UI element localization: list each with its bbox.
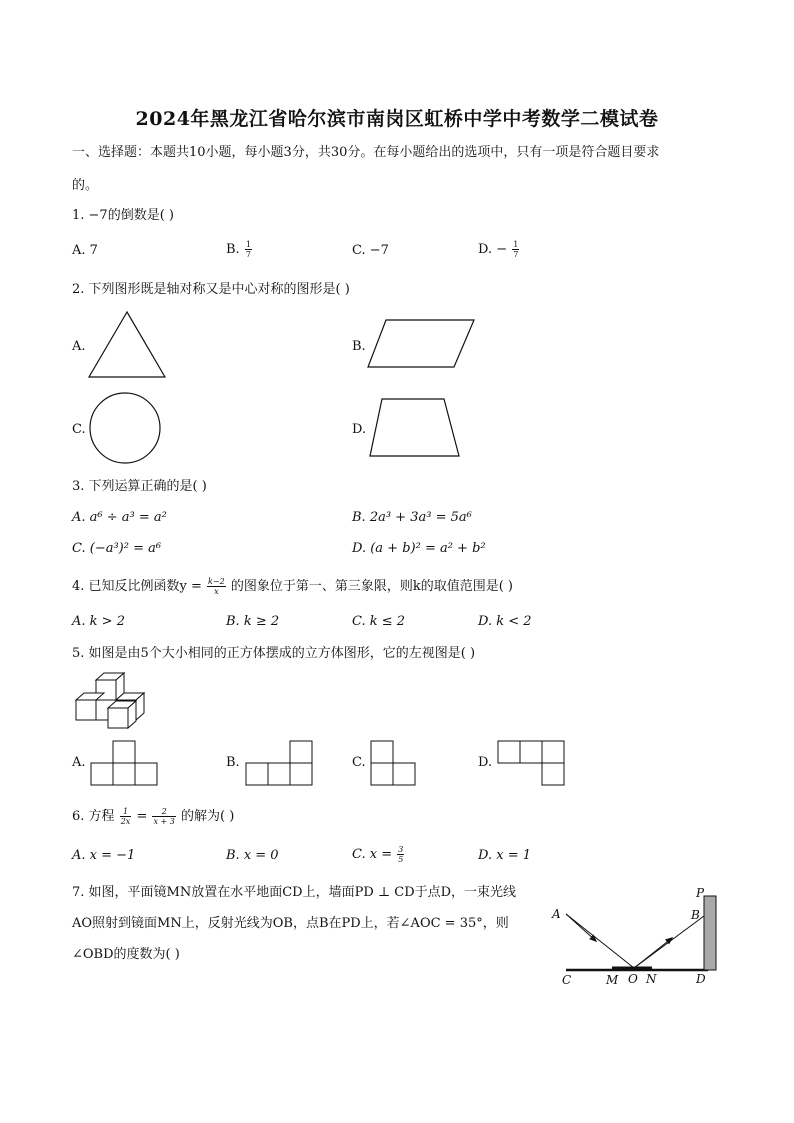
label-p: P (696, 886, 705, 900)
reflected-ray-ob (634, 916, 704, 968)
q3-option-c: C. (−a³)² = a⁶ (72, 541, 162, 556)
q6-stem-post: 的解为( ) (181, 809, 235, 824)
q4-denominator: x (214, 587, 219, 596)
q4-option-b: B. k ≥ 2 (226, 614, 280, 629)
q2-option-b: B. (352, 339, 366, 354)
q1-b-denominator: 7 (245, 250, 251, 259)
label-d: D (696, 972, 706, 986)
q5-option-b: B. (226, 755, 240, 770)
view-d-figure (497, 740, 567, 788)
q1-d-numerator: 1 (513, 240, 519, 249)
q4-fraction (207, 577, 226, 596)
label-b: B (691, 908, 700, 922)
q5-stem: 5. 如图是由5个大小相同的正方体摆成的立方体图形，它的左视图是( ) (72, 646, 476, 661)
q6-option-a: A. x = −1 (72, 848, 136, 863)
q1-option-b-fraction (245, 240, 252, 259)
q6-stem (72, 807, 234, 826)
q6-right-denominator: x + 3 (153, 817, 175, 826)
view-b-figure (245, 740, 315, 788)
q6-stem-pre: 6. 方程 (72, 809, 115, 824)
view-c-figure (370, 740, 418, 788)
q6-option-b: B. x = 0 (226, 848, 279, 863)
label-c: C (562, 973, 572, 987)
q5-option-d: D. (478, 755, 493, 770)
q3-stem: 3. 下列运算正确的是( ) (72, 479, 207, 494)
q3-option-d: D. (a + b)² = a² + b² (352, 541, 486, 556)
label-m: M (606, 973, 619, 987)
q6-c-denominator: 5 (398, 855, 404, 864)
q4-stem-pre: 4. 已知反比例函数y = (72, 579, 202, 594)
q1-option-c: C. −7 (352, 243, 389, 258)
q6-option-c (352, 845, 405, 864)
wall-pd (704, 896, 716, 970)
q3-option-a: A. a⁶ ÷ a³ = a² (72, 510, 167, 525)
label-o: O (628, 972, 638, 986)
q7-line1: 7. 如图，平面镜MN放置在水平地面CD上，墙面PD ⊥ CD于点D，一束光线 (72, 885, 517, 900)
q6-c-numerator: 3 (398, 845, 404, 854)
q2-option-d: D. (352, 422, 367, 437)
cube-solid-figure (72, 670, 152, 730)
q4-option-d: D. k < 2 (478, 614, 532, 629)
q2-stem: 2. 下列图形既是轴对称又是中心对称的图形是( ) (72, 282, 350, 297)
q1-option-d-label: D. − (478, 242, 508, 257)
label-n: N (646, 972, 657, 986)
section-heading-line2: 的。 (72, 178, 99, 193)
q4-numerator: k−2 (208, 577, 225, 586)
trapezoid-figure (368, 397, 462, 459)
q6-left-numerator: 1 (120, 807, 132, 817)
q3-option-b: B. 2a³ + 3a³ = 5a⁶ (352, 510, 472, 525)
q4-option-c: C. k ≤ 2 (352, 614, 406, 629)
incident-ray-ao (566, 914, 634, 968)
q1-option-d (478, 240, 520, 259)
q2-option-c: C. (72, 422, 86, 437)
q7-line2: AO照射到镜面MN上，反射光线为OB，点B在PD上，若∠AOC = 35°，则 (72, 916, 509, 931)
q6-right-numerator: 2 (152, 807, 175, 817)
q1-option-d-fraction (512, 240, 519, 259)
q6-equals: = (136, 809, 148, 824)
q6-left-denominator: 2x (120, 817, 131, 826)
view-a-figure (90, 740, 160, 788)
q4-option-a: A. k > 2 (72, 614, 125, 629)
q4-stem-post: 的图象位于第一、第三象限，则k的取值范围是( ) (230, 579, 513, 594)
label-a: A (552, 907, 561, 921)
q4-stem (72, 577, 513, 596)
page-title: 2024年黑龙江省哈尔滨市南岗区虹桥中学中考数学二模试卷 (135, 108, 659, 130)
circle-figure (88, 391, 164, 467)
q6-fraction-right (152, 807, 175, 826)
q6-option-c-fraction (397, 845, 404, 864)
mirror-reflection-diagram (548, 882, 738, 992)
q1-option-b-label: B. (226, 242, 240, 257)
q7-line3: ∠OBD的度数为( ) (72, 947, 180, 962)
q5-option-a: A. (72, 755, 86, 770)
q1-stem: 1. −7的倒数是( ) (72, 208, 174, 223)
q1-option-b (226, 240, 253, 259)
q1-option-a: A. 7 (72, 243, 98, 258)
q1-d-denominator: 7 (513, 250, 519, 259)
q1-b-numerator: 1 (245, 240, 251, 249)
q5-option-c: C. (352, 755, 366, 770)
q6-fraction-left (120, 807, 132, 826)
q6-option-d: D. x = 1 (478, 848, 531, 863)
section-heading-line1: 一、选择题：本题共10小题，每小题3分，共30分。在每小题给出的选项中，只有一项是符合题目要求 (72, 145, 660, 160)
parallelogram-figure (366, 318, 478, 370)
q2-option-a: A. (72, 339, 86, 354)
triangle-figure (86, 310, 168, 380)
q6-option-c-label: C. x = (352, 847, 393, 862)
